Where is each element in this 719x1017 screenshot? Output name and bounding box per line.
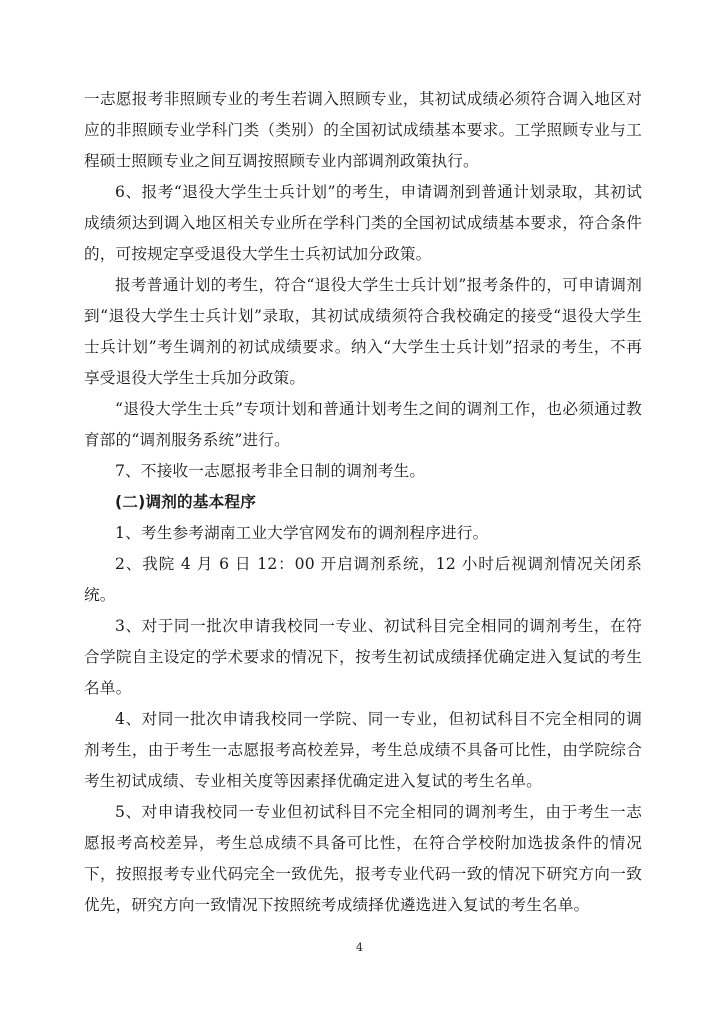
paragraph-special-plan: “退役大学生士兵”专项计划和普通计划考生之间的调剂工作，也必须通过教育部的“调剂服务系统”进行。 — [84, 400, 642, 449]
paragraph-step-3: 3、对于同一批次申请我校同一专业、初试科目完全相同的调剂考生，在符合学院自主设定的学术要求的情况下，按考生初试成绩择优确定进入复试的考生名单。 — [84, 617, 642, 697]
paragraph-item-6: 6、报考“退役大学生士兵计划”的考生，申请调剂到普通计划录取，其初试成绩须达到调入地区相关专业所在学科门类的全国初试成绩基本要求，符合条件的，可按规定享受退役大学生士兵初试加分政策。 — [84, 183, 642, 263]
paragraph-continuation: 一志愿报考非照顾专业的考生若调入照顾专业，其初试成绩必须符合调入地区对应的非照顾专业学科门类（类别）的全国初试成绩基本要求。工学照顾专业与工程硕士照顾专业之间互调按照顾专业内部调剂政策执行。 — [84, 90, 642, 170]
paragraph-step-5: 5、对申请我校同一专业但初试科目不完全相同的调剂考生，由于考生一志愿报考高校差异，考生总成绩不具备可比性，在符合学校附加选拔条件的情况下，按照报考专业代码完全一致优先，报考专业代码一致的情况下研究方向一致优先，研究方向一致情况下按照统考成绩择优遴选进入复试的考生名单。 — [84, 803, 642, 914]
paragraph-step-2: 2、我院 4 月 6 日 12：00 开启调剂系统，12 小时后视调剂情况关闭系统。 — [84, 555, 642, 604]
section-heading-procedure: (二)调剂的基本程序 — [115, 493, 257, 511]
document-body — [84, 84, 642, 921]
paragraph-item-7: 7、不接收一志愿报考非全日制的调剂考生。 — [115, 462, 426, 480]
page-number: 4 — [356, 941, 363, 954]
paragraph-ordinary-plan: 报考普通计划的考生，符合“退役大学生士兵计划”报考条件的，可申请调剂到“退役大学生士兵计划”录取，其初试成绩须符合我校确定的接受“退役大学生士兵计划”考生调剂的初试成绩要求。纳入“大学生士兵计划”招录的考生，不再享受退役大学生士兵加分政策。 — [84, 276, 642, 387]
paragraph-step-4: 4、对同一批次申请我校同一学院、同一专业，但初试科目不完全相同的调剂考生，由于考生一志愿报考高校差异，考生总成绩不具备可比性，由学院综合考生初试成绩、专业相关度等因素择优确定进入复试的考生名单。 — [84, 710, 642, 790]
paragraph-step-1: 1、考生参考湖南工业大学官网发布的调剂程序进行。 — [115, 524, 489, 542]
